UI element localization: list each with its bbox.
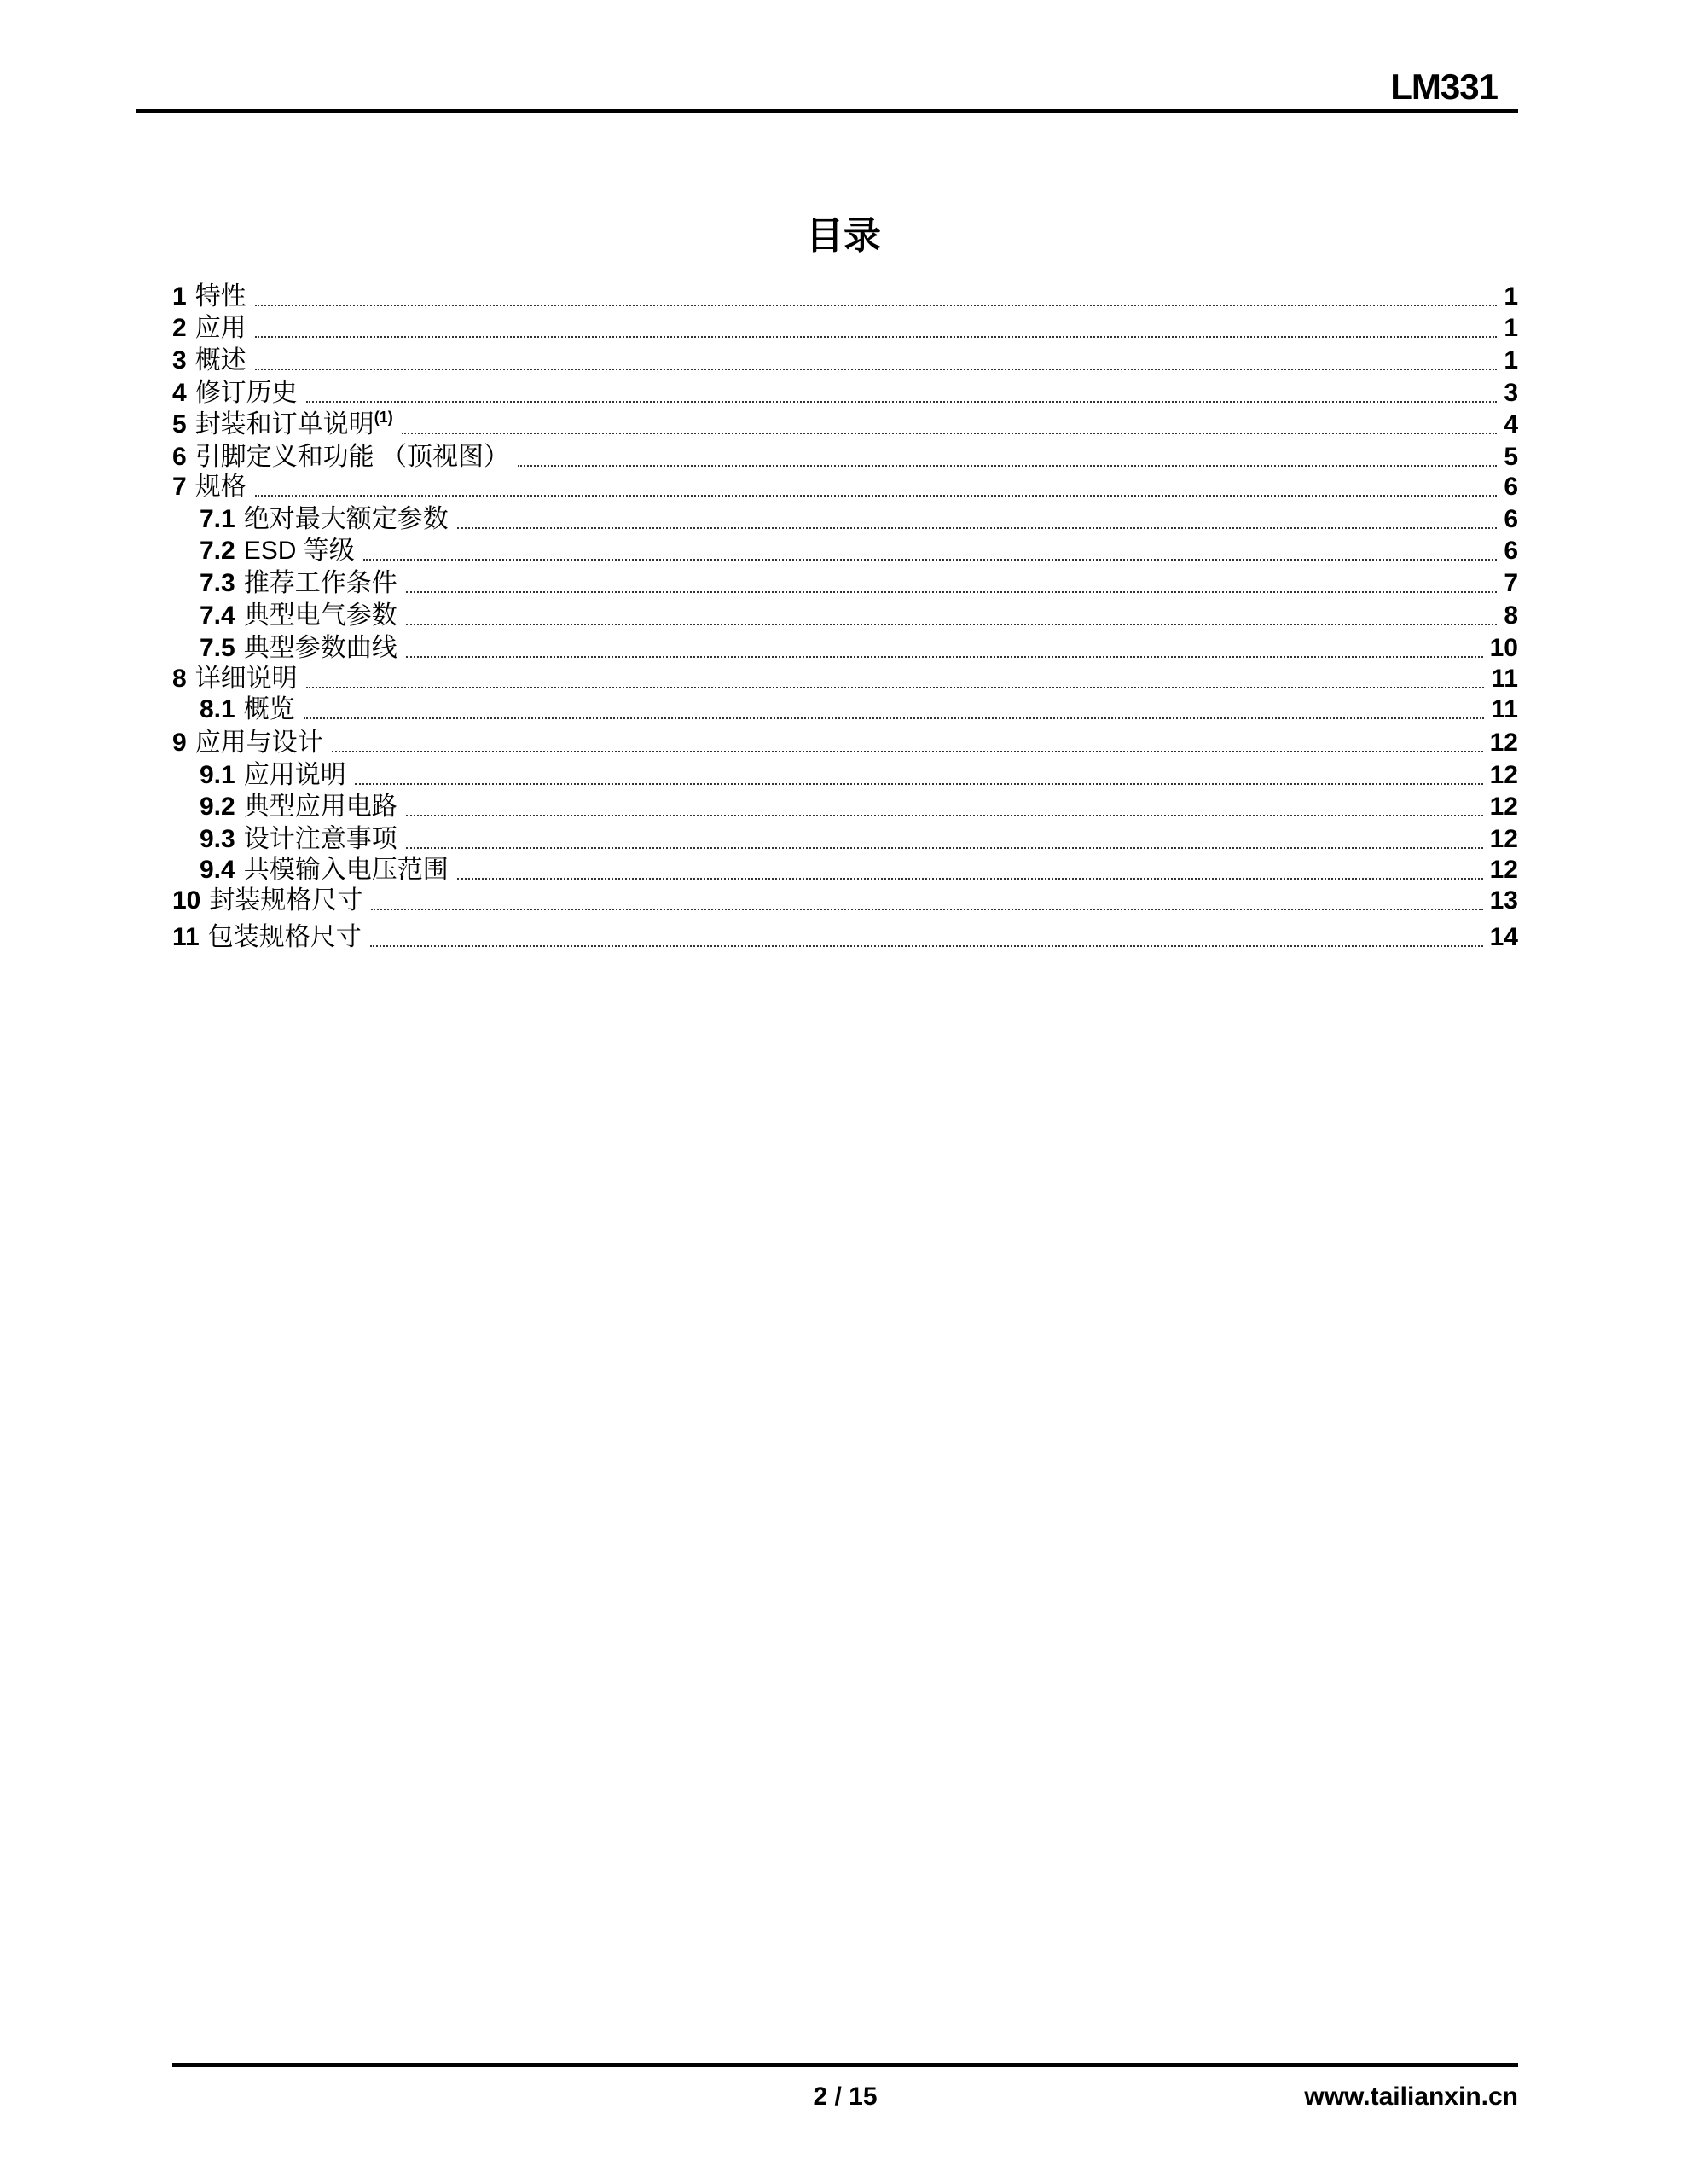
toc-entry-number: 10 xyxy=(172,886,201,915)
toc-entry-label-text: 概述 xyxy=(194,346,246,375)
toc-entry-page: 13 xyxy=(1489,886,1518,915)
toc-leader-dots xyxy=(457,527,1498,529)
document-id: LM331 xyxy=(1390,67,1498,107)
toc-entry-page: 12 xyxy=(1489,761,1518,789)
toc-leader-dots xyxy=(406,656,1483,658)
toc-entry-label xyxy=(244,691,295,729)
toc-entry-number: 9.4 xyxy=(200,856,235,884)
toc-leader-dots xyxy=(457,878,1483,880)
toc-entry-label-text: 封装规格尺寸 xyxy=(209,886,363,915)
toc-entry-number: 7.3 xyxy=(200,569,235,597)
toc-entry-page: 1 xyxy=(1504,346,1518,375)
toc-entry-label-text: 概览 xyxy=(243,695,295,723)
toc-entry-number: 8 xyxy=(172,665,187,693)
page-number: 2 / 15 xyxy=(813,2082,878,2111)
toc-entry-page: 1 xyxy=(1504,282,1518,311)
toc-leader-dots xyxy=(371,909,1482,910)
toc-entry-page: 12 xyxy=(1489,729,1518,757)
toc-entry-label-text: 规格 xyxy=(194,473,246,501)
toc-leader-dots xyxy=(306,687,1485,688)
toc-entry-page: 10 xyxy=(1489,634,1518,662)
toc-leader-dots xyxy=(255,369,1498,370)
toc-leader-dots xyxy=(518,465,1497,467)
toc-entry-number: 9.3 xyxy=(200,825,235,853)
toc-entry-number: 1 xyxy=(172,282,187,311)
toc-entry[interactable] xyxy=(172,919,1518,956)
toc-leader-dots xyxy=(306,401,1498,403)
toc-entry-number: 9 xyxy=(172,729,187,757)
toc-entry-page: 4 xyxy=(1504,410,1518,439)
toc-leader-dots xyxy=(402,433,1498,434)
toc-entry-label-text: 共模输入电压范围 xyxy=(243,856,449,884)
toc-entry-number: 9.1 xyxy=(200,761,235,789)
toc-entry-number: 11 xyxy=(172,923,200,951)
page-footer xyxy=(172,2063,1518,2118)
toc-entry-page: 12 xyxy=(1489,856,1518,884)
toc-entry-page: 7 xyxy=(1504,569,1518,597)
toc-entry-label-text: ESD 等级 xyxy=(243,537,355,565)
toc-entry-number: 7 xyxy=(172,473,187,501)
toc-entry-label xyxy=(209,882,362,920)
toc-entry-label-text: 封装和订单说明 xyxy=(194,410,374,439)
toc-entry-page: 14 xyxy=(1489,923,1518,951)
toc-entry-number: 4 xyxy=(172,379,187,407)
toc-entry[interactable] xyxy=(200,691,1518,729)
toc-entry-label-text: 修订历史 xyxy=(194,379,298,407)
toc-leader-dots xyxy=(406,591,1498,593)
toc-entry-number: 7.1 xyxy=(200,505,235,533)
toc-entry-label-text: 设计注意事项 xyxy=(243,825,397,853)
toc-entry-label-text: 特性 xyxy=(194,282,246,311)
toc-entry-number: 6 xyxy=(172,443,187,471)
toc-entry-label xyxy=(195,398,393,444)
toc-leader-dots xyxy=(332,751,1483,752)
toc-entry-label-text: 引脚定义和功能 （顶视图） xyxy=(194,443,510,471)
toc-entry-label-text: 绝对最大额定参数 xyxy=(243,505,449,533)
toc-entry-label-text: 包装规格尺寸 xyxy=(207,923,362,951)
toc-entry[interactable] xyxy=(172,882,1518,920)
toc-entry-number: 8.1 xyxy=(200,695,235,723)
toc-entry-label-text: 典型应用电路 xyxy=(243,793,397,821)
toc-entry-page: 1 xyxy=(1504,314,1518,342)
toc-entry-label-text: 应用与设计 xyxy=(194,729,323,757)
toc-entry-page: 6 xyxy=(1504,473,1518,501)
toc-entry-footnote-mark: (1) xyxy=(374,409,393,426)
toc-entry-number: 7.5 xyxy=(200,634,235,662)
toc-entry-number: 5 xyxy=(172,410,187,439)
toc-entry-label-text: 应用说明 xyxy=(243,761,346,789)
toc-entry-page: 6 xyxy=(1504,537,1518,565)
toc-entry-number: 7.4 xyxy=(200,601,235,630)
toc-leader-dots xyxy=(406,815,1483,816)
toc-entry-page: 11 xyxy=(1491,665,1518,693)
toc-entry-label-text: 详细说明 xyxy=(194,665,298,693)
toc-entry-page: 3 xyxy=(1504,379,1518,407)
toc-leader-dots xyxy=(304,717,1485,719)
toc-entry-page: 5 xyxy=(1504,443,1518,471)
toc-entry-number: 7.2 xyxy=(200,537,235,565)
toc-entry-label-text: 应用 xyxy=(194,314,246,342)
toc-leader-dots xyxy=(370,945,1483,947)
toc-title: 目录 xyxy=(806,215,881,257)
website-link[interactable]: www.tailianxin.cn xyxy=(1304,2082,1518,2111)
toc-entry-page: 11 xyxy=(1491,695,1518,723)
toc-entry-page: 6 xyxy=(1504,505,1518,533)
toc-entry-number: 2 xyxy=(172,314,187,342)
toc-leader-dots xyxy=(406,847,1483,849)
toc-entry-page: 8 xyxy=(1504,601,1518,630)
toc-entry-page: 12 xyxy=(1489,825,1518,853)
toc-leader-dots xyxy=(255,336,1498,338)
page-header xyxy=(136,60,1518,113)
toc-leader-dots xyxy=(406,624,1498,625)
toc-entry-number: 9.2 xyxy=(200,793,235,821)
toc-entry-page: 12 xyxy=(1489,793,1518,821)
toc-entry-label xyxy=(208,919,362,956)
toc-leader-dots xyxy=(363,559,1498,561)
toc-leader-dots xyxy=(255,305,1498,306)
toc-entry-label-text: 典型电气参数 xyxy=(243,601,397,630)
toc-entry-label-text: 典型参数曲线 xyxy=(243,634,397,662)
toc-leader-dots xyxy=(255,495,1498,497)
toc-leader-dots xyxy=(355,783,1483,785)
toc-entry-number: 3 xyxy=(172,346,187,375)
toc-entry-label-text: 推荐工作条件 xyxy=(243,569,397,597)
